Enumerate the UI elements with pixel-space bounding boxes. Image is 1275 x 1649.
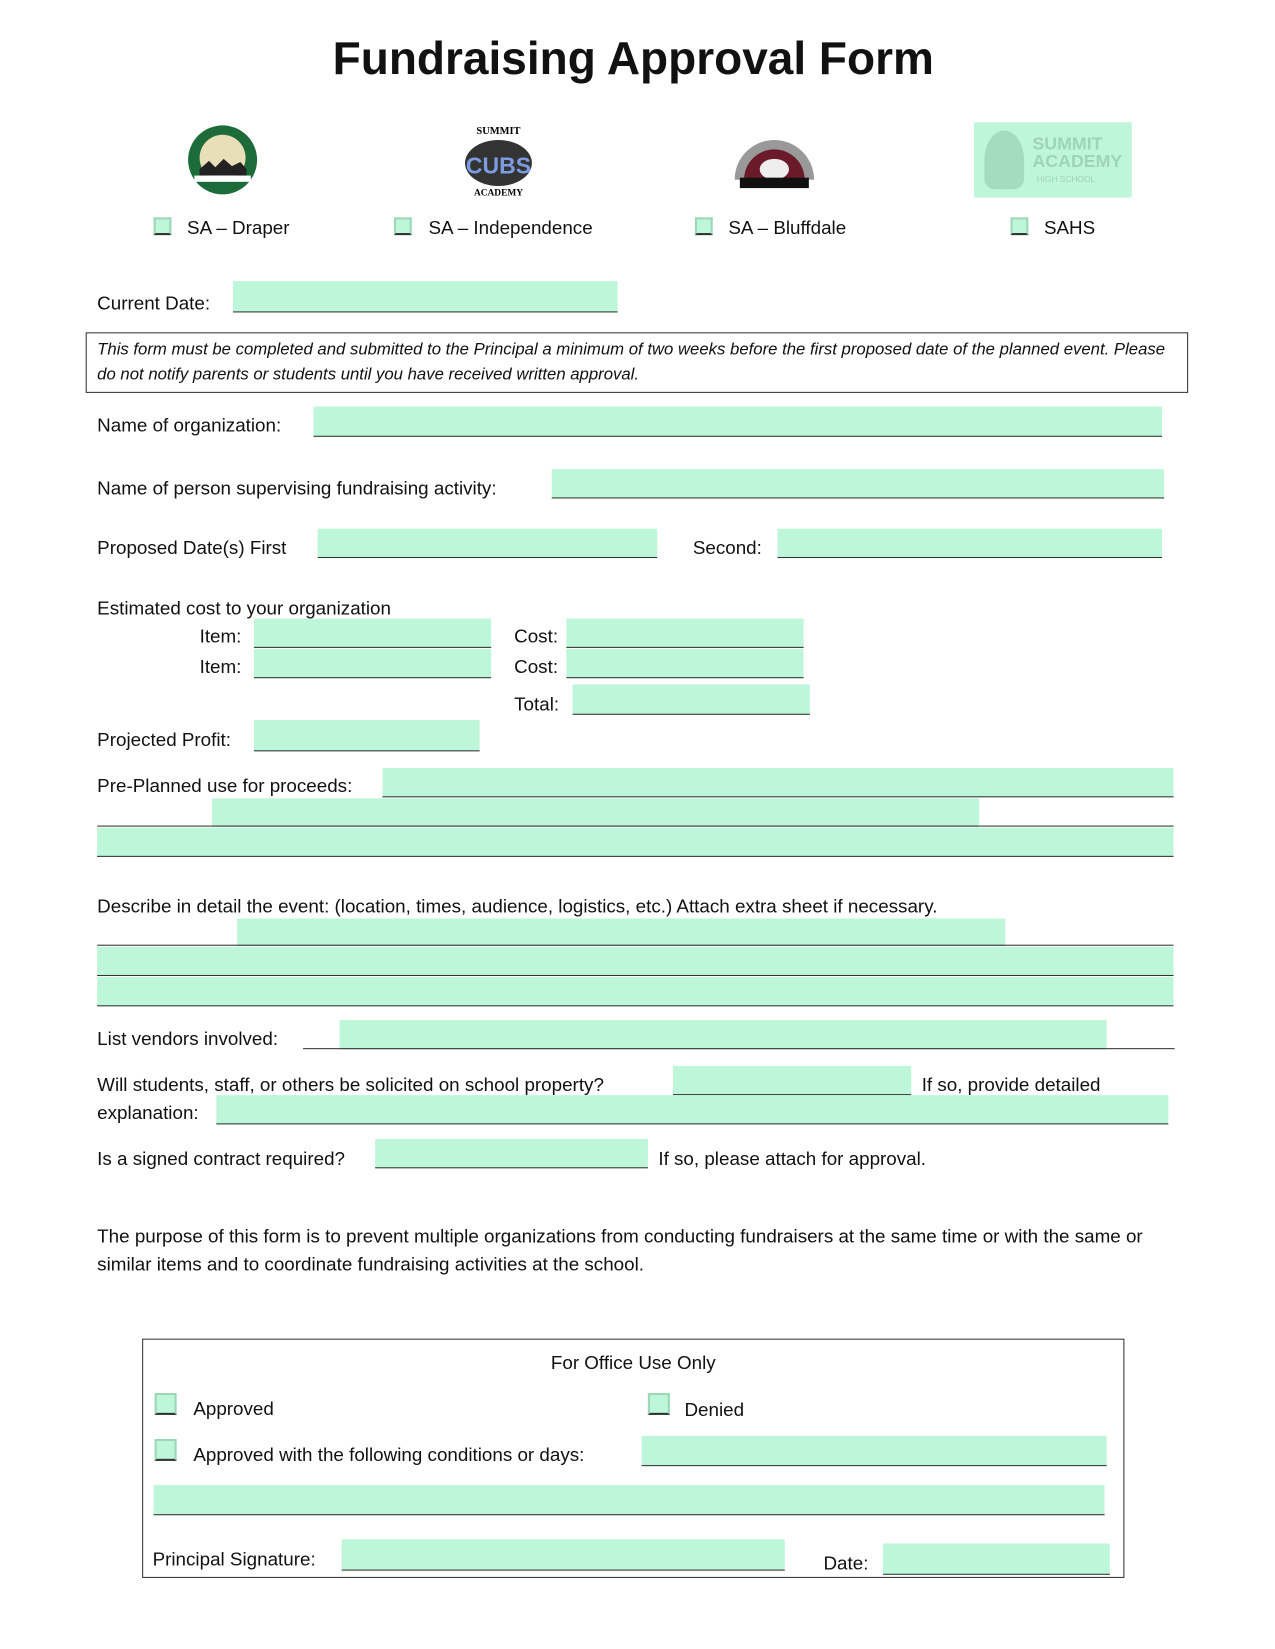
cubs-logo [460,121,538,198]
cost-field-2[interactable] [566,649,803,678]
contract-after-label: If so, please attach for approval. [658,1148,927,1170]
explanation-field[interactable] [216,1095,1168,1124]
cost-field-1[interactable] [566,619,803,648]
proceeds-field-2[interactable] [212,798,979,826]
proposed-date-first-field[interactable] [318,529,658,558]
checkbox-sa-draper[interactable] [154,217,172,235]
purpose-paragraph: The purpose of this form is to prevent multiple organizations from conducting fundraisers at the same time or with the same or similar items and to coordinate fundraising activities at the school. [97,1225,1143,1275]
checkbox-denied[interactable] [648,1393,670,1415]
office-use-title: For Office Use Only [550,1352,716,1374]
signature-label: Principal Signature: [152,1548,316,1570]
svg-text:SUMMIT: SUMMIT [476,125,521,137]
organization-name-field[interactable] [314,407,1163,437]
bison-logo [732,127,818,190]
projected-profit-field[interactable] [254,720,480,751]
item-field-2[interactable] [254,649,491,678]
svg-text:CUBS: CUBS [465,152,532,179]
office-date-field[interactable] [883,1543,1110,1574]
org-label: Name of organization: [97,414,282,436]
total-field[interactable] [573,684,810,714]
school-label-sahs: SAHS [1043,217,1096,239]
approved-label: Approved [193,1398,274,1420]
svg-text:ACADEMY: ACADEMY [473,188,523,199]
describe-field-2[interactable] [97,947,1173,976]
solicited-after-label: If so, provide detailed [921,1074,1101,1096]
denied-label: Denied [684,1399,745,1421]
notice-box: This form must be completed and submitted to the Principal a minimum of two weeks before the first proposed date of the planned event. Please do not notify parents or students until you have received written approval. [86,332,1188,393]
vendors-label: List vendors involved: [97,1028,279,1050]
sahs-logo: SUMMIT ACADEMY HIGH SCHOOL [974,122,1132,197]
falcons-logo [186,123,261,196]
school-label-independence: SA – Independence [428,217,593,239]
item-label-2: Item: [199,656,242,678]
contract-label: Is a signed contract required? [97,1148,345,1170]
explanation-label: explanation: [97,1102,199,1124]
est-cost-label: Estimated cost to your organization [97,597,391,619]
school-label-bluffdale: SA – Bluffdale [728,217,847,239]
total-label: Total: [514,693,560,715]
proposed-date-second-field[interactable] [777,529,1162,558]
vendors-field[interactable] [340,1020,1107,1049]
proceeds-field-3[interactable] [97,828,1173,857]
proceeds-field-1[interactable] [382,768,1173,797]
checkbox-sa-bluffdale[interactable] [695,217,713,235]
cost-label-2: Cost: [514,656,559,678]
principal-signature-field[interactable] [342,1539,785,1570]
profit-label: Projected Profit: [97,729,232,751]
supervisor-label: Name of person supervising fundraising activity: [97,477,497,499]
solicited-label: Will students, staff, or others be solicited on school property? [97,1074,604,1096]
checkbox-approved[interactable] [155,1393,177,1415]
date-second-label: Second: [692,537,762,559]
checkbox-approved-conditions[interactable] [155,1439,177,1461]
solicited-field[interactable] [673,1066,911,1095]
current-date-label: Current Date: [97,292,211,314]
checkbox-sahs[interactable] [1011,217,1029,235]
cost-label-1: Cost: [514,625,559,647]
date-first-label: Proposed Date(s) First [97,537,287,559]
describe-field-1[interactable] [237,919,1005,946]
office-date-label: Date: [823,1552,869,1574]
form-title: Fundraising Approval Form [332,33,934,85]
describe-label: Describe in detail the event: (location, times, audience, logistics, etc.) Attach extra sheet if necessary. [97,895,938,917]
item-field-1[interactable] [254,619,491,648]
proceeds-label: Pre-Planned use for proceeds: [97,775,353,797]
conditions-field-1[interactable] [642,1436,1107,1466]
current-date-field[interactable] [233,281,618,312]
supervisor-name-field[interactable] [552,469,1164,498]
item-label-1: Item: [199,625,242,647]
conditions-label: Approved with the following conditions or days: [193,1444,585,1466]
contract-field[interactable] [375,1139,648,1168]
describe-field-3[interactable] [97,977,1173,1006]
checkbox-sa-independence[interactable] [394,217,412,235]
conditions-field-2[interactable] [154,1485,1105,1515]
school-label-draper: SA – Draper [187,217,290,239]
